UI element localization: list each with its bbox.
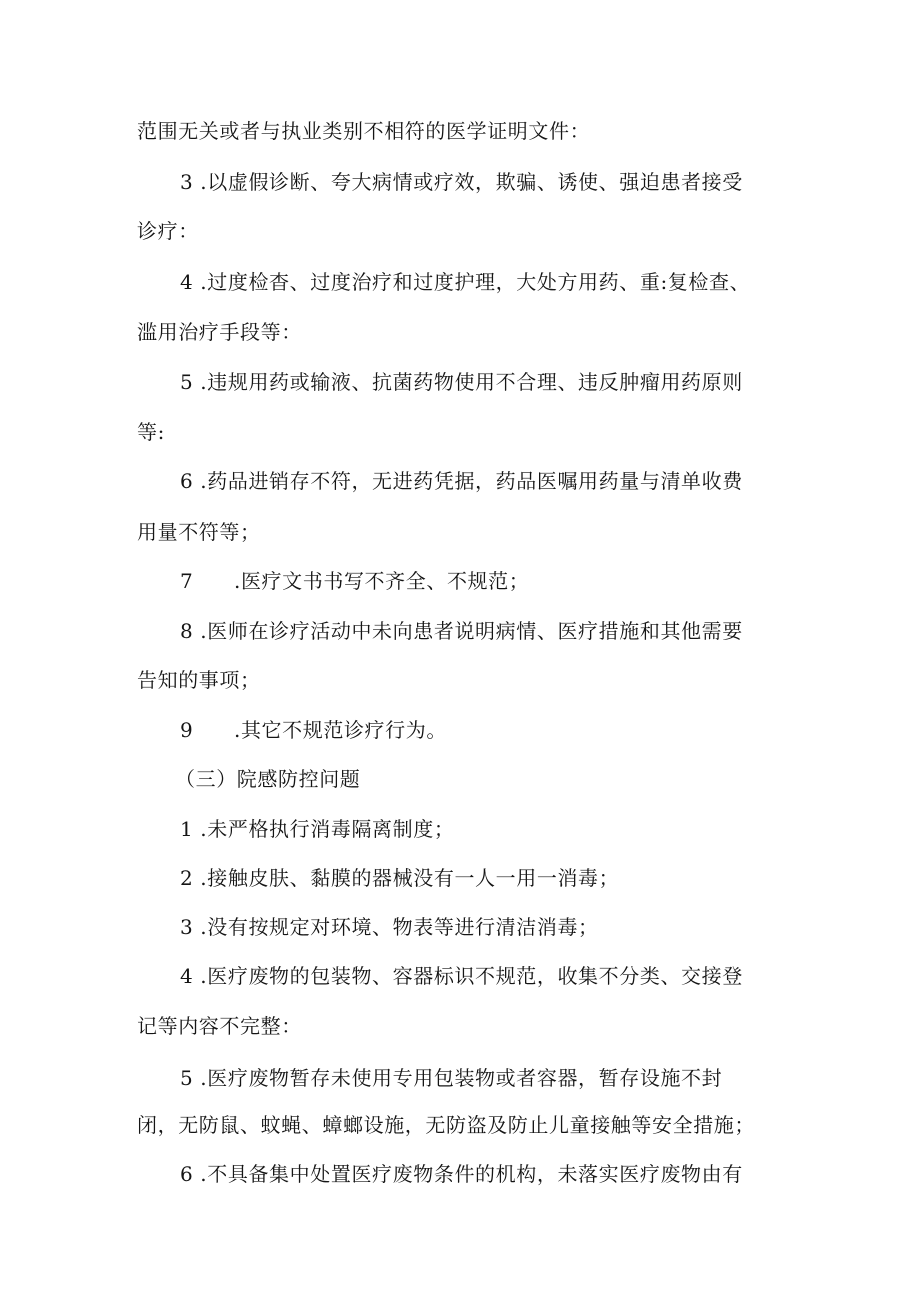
list-item-4: 4 .医疗废物的包装物、容器标识不规范，收集不分类、交接登: [180, 964, 743, 988]
list-item-9-text: .其它不规范诊疗行为。: [234, 718, 447, 742]
list-item-6: 6 .不具备集中处置医疗废物条件的机构，未落实医疗废物由有: [180, 1162, 743, 1186]
list-item-6: 6 .药品进销存不符，无进药凭据，药品医嘱用药量与清单收费: [180, 469, 743, 493]
text-line: 闭，无防鼠、蚊蝇、蟑螂设施，无防盗及防止儿童接触等安全措施；: [137, 1113, 755, 1137]
list-item-8: 8 .医师在诊疗活动中未向患者说明病情、医疗措施和其他需要: [180, 619, 743, 643]
list-item-3: 3 .没有按规定对环境、物表等进行清洁消毒；: [180, 915, 599, 939]
list-item-7-number: 7: [180, 569, 194, 593]
text-line: 等:: [137, 420, 165, 444]
list-item-5: 5 .医疗废物暂存未使用专用包装物或者容器，暂存设施不封: [180, 1066, 723, 1090]
list-item-7-text: .医疗文书书写不齐全、不规范；: [234, 569, 530, 593]
list-item-4: 4 .过度检杳、过度治疗和过度护理，大处方用药、重:复检查、: [180, 270, 751, 294]
list-item-5: 5 .违规用药或输液、抗菌药物使用不合理、违反肿瘤用药原则: [180, 370, 743, 394]
text-line: 用量不符等；: [137, 520, 261, 544]
text-line: 记等内容不完整：: [137, 1014, 302, 1038]
list-item-3: 3 .以虚假诊断、夸大病情或疗效，欺骗、诱使、强迫患者接受: [180, 170, 743, 194]
list-item-9-number: 9: [180, 718, 194, 742]
text-line: 诊疗：: [137, 219, 199, 243]
text-line: 告知的事项；: [137, 668, 261, 692]
list-item-2: 2 .接触皮肤、黏膜的器械没有一人一用一消毒；: [180, 866, 620, 890]
text-line: 滥用治疗手段等：: [137, 320, 302, 344]
section-heading: （三）院感防控问题: [175, 767, 361, 791]
text-line: 范围无关或者与执业类别不相符的医学证明文件：: [137, 119, 591, 143]
list-item-1: 1 .未严格执行消毒隔离制度；: [180, 817, 455, 841]
